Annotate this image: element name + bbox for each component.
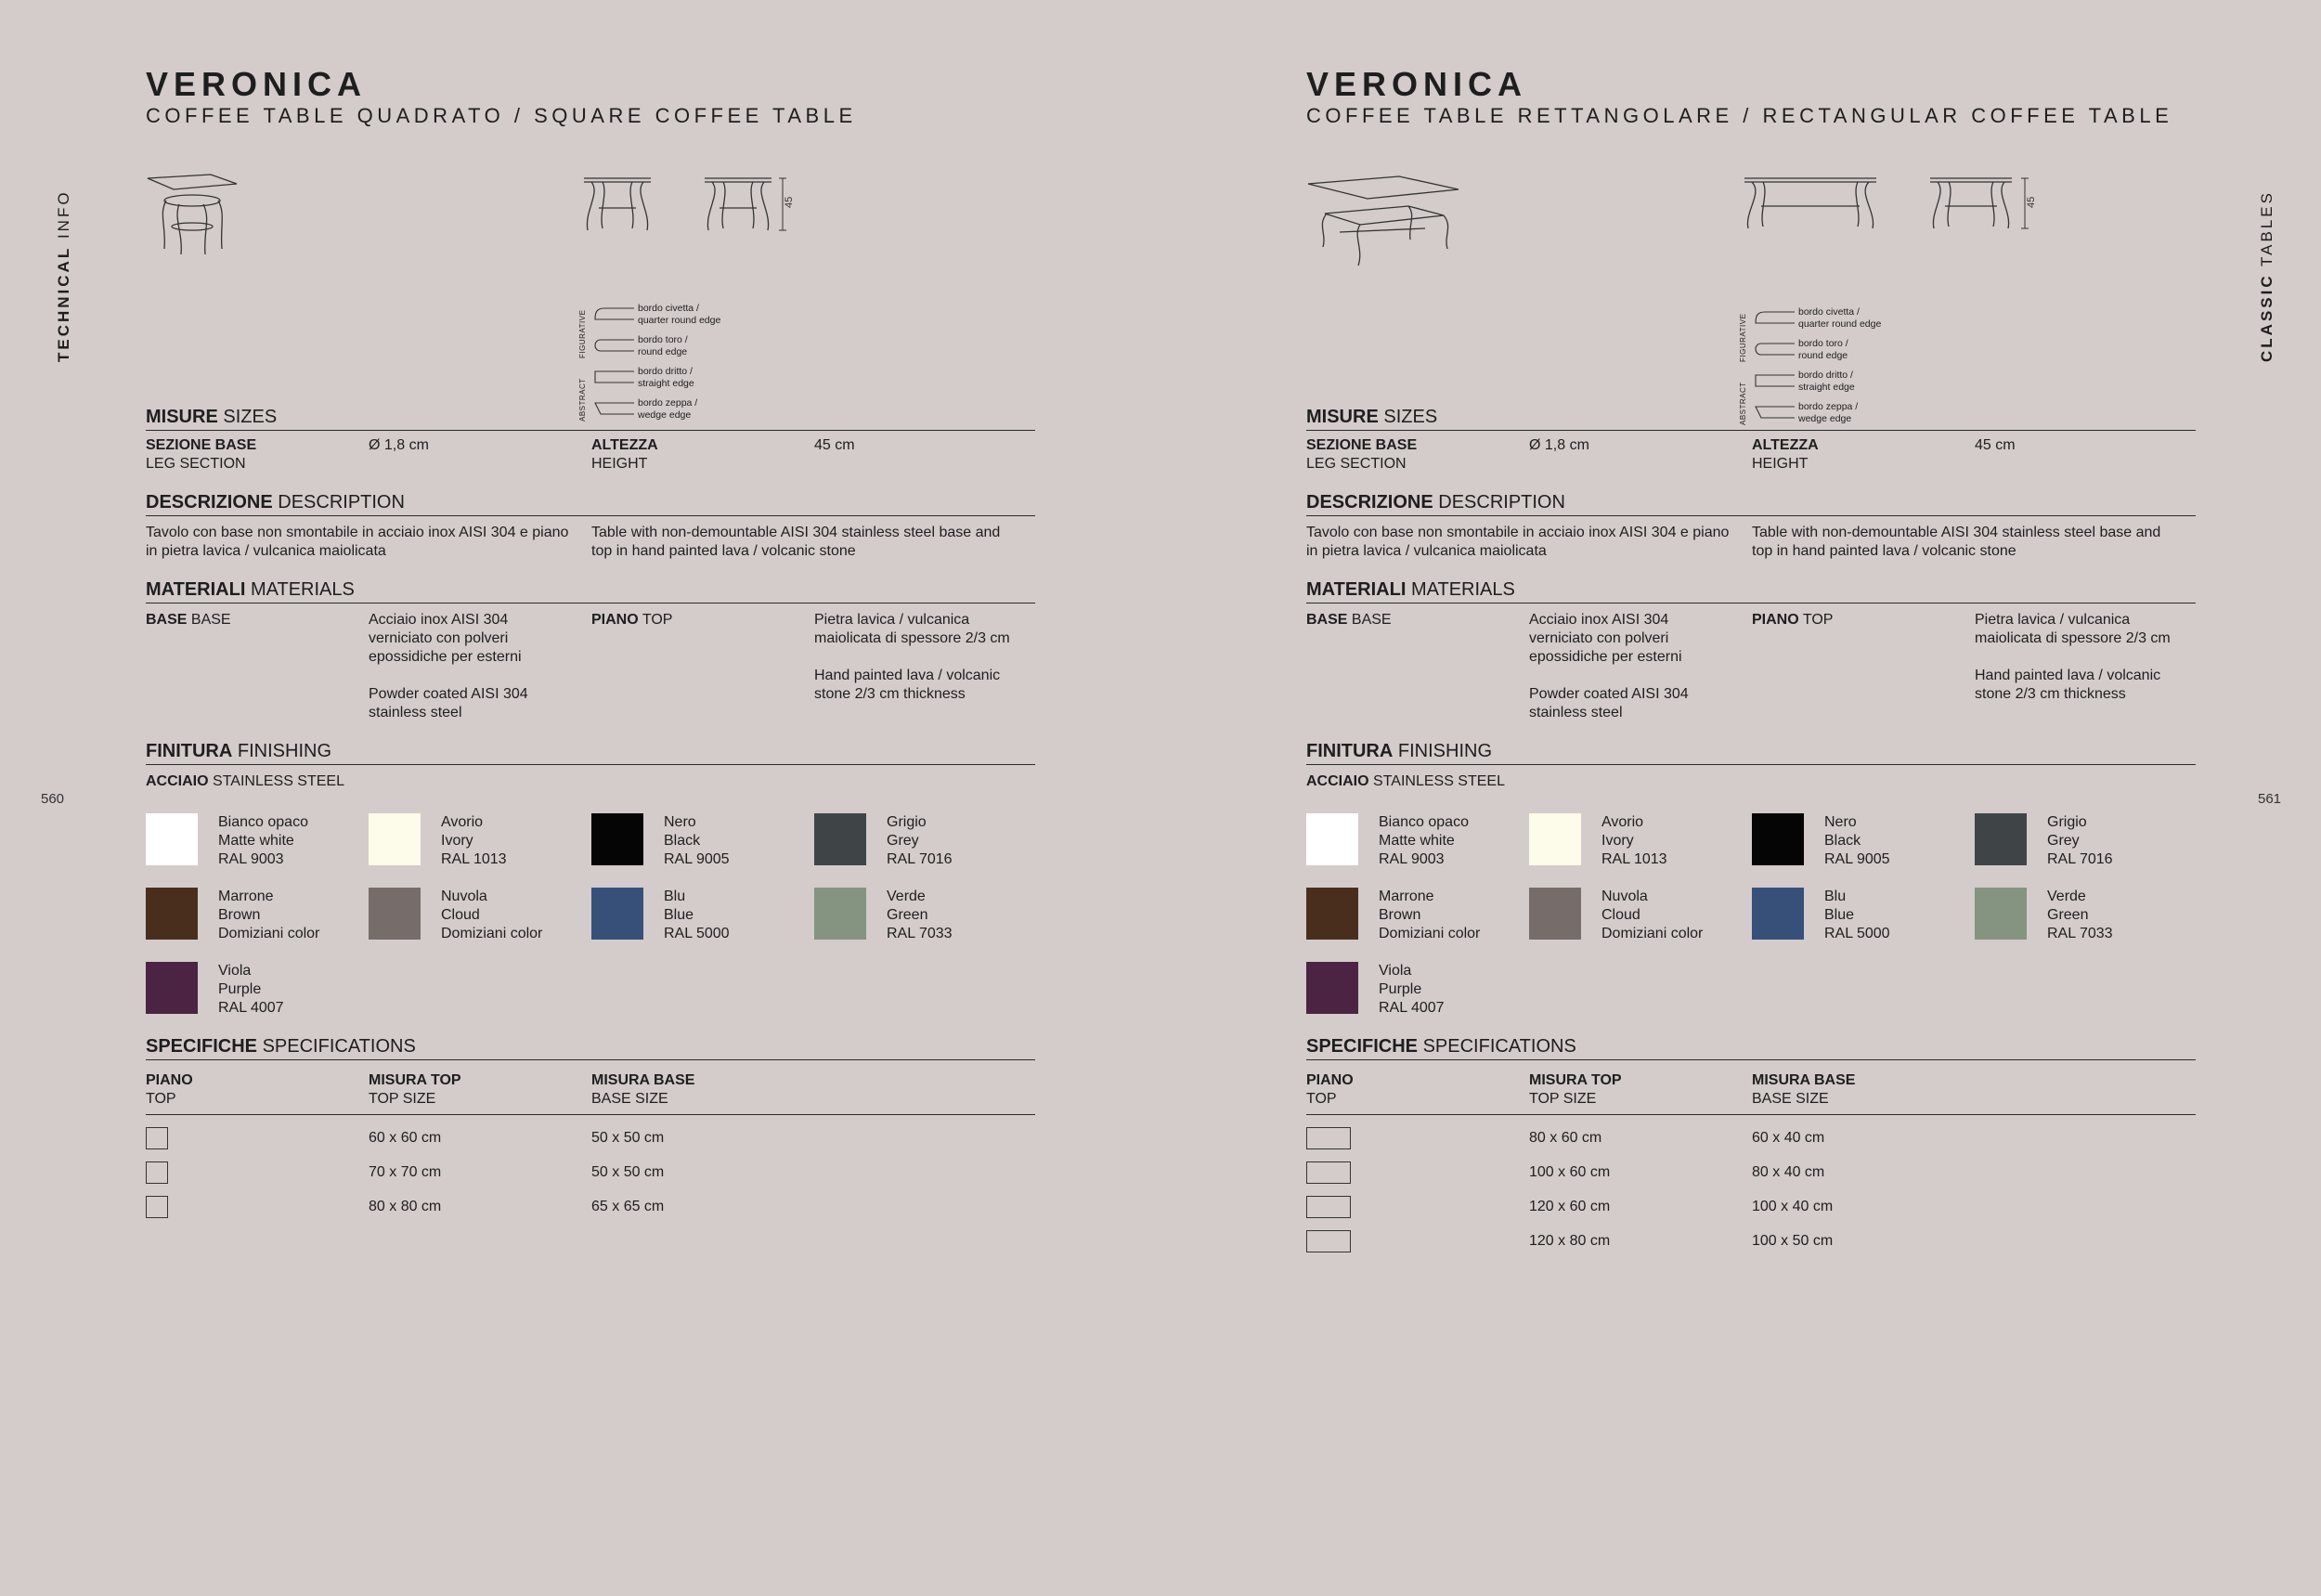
side-label-rest: TABLES	[2258, 190, 2276, 266]
rectangle-top-icon	[1306, 1230, 1351, 1252]
top-material-en: Hand painted lava / volcanic stone 2/3 cm thickness	[814, 668, 1001, 702]
swatch-chip	[814, 888, 866, 940]
table-row	[1306, 1189, 2196, 1224]
base-material-it: Acciaio inox AISI 304 verniciato con polveri epossidiche per esterni	[1529, 612, 1682, 665]
table-row	[146, 1189, 1035, 1224]
swatch-code: RAL 4007	[1379, 1000, 1445, 1016]
perspective-drawing	[146, 171, 248, 273]
color-swatch	[1975, 888, 2196, 943]
base-material-it: Acciaio inox AISI 304 verniciato con polveri epossidiche per esterni	[369, 612, 522, 665]
swatch-code: RAL 9005	[1824, 851, 1890, 867]
swatch-code: RAL 1013	[1601, 851, 1667, 867]
top-size-cell: 60 x 60 cm	[369, 1129, 442, 1146]
swatch-code: Domiziani color	[1601, 926, 1704, 941]
technical-drawings: 45 FIGURATIVE ABSTRACT bordo civetta / quarter round edge bordo toro / round edge bordo dritto / straight edge bordo zeppa / wedge edge	[146, 128, 1035, 407]
section-heading: FINITURA FINISHING	[1306, 741, 2196, 765]
swatch-it: Avorio	[441, 814, 484, 830]
color-swatches	[1306, 813, 2196, 1018]
height-label: ALTEZZA	[591, 437, 658, 453]
front-elevation-drawing	[582, 175, 656, 240]
edge-category-figurative: FIGURATIVE	[578, 309, 587, 358]
color-swatch	[1529, 888, 1752, 943]
base-material-en: Powder coated AISI 304 stainless steel	[1529, 686, 1689, 720]
swatch-it: Avorio	[1601, 814, 1644, 830]
swatch-en: Cloud	[1601, 907, 1640, 923]
swatch-en: Blue	[664, 907, 694, 923]
straight-edge-icon	[1752, 371, 1796, 390]
specifications-section	[146, 1036, 1035, 1224]
product-subtitle: COFFEE TABLE QUADRATO / SQUARE COFFEE TABLE	[146, 104, 857, 127]
swatch-chip	[814, 813, 866, 865]
color-swatch	[1975, 813, 2196, 869]
height-value: 45 cm	[1975, 437, 2016, 453]
swatch-it: Viola	[218, 963, 252, 979]
swatch-en: Matte white	[218, 833, 294, 849]
top-material-it: Pietra lavica / vulcanica maiolicata di spessore 2/3 cm	[1975, 612, 2171, 646]
description-section	[146, 492, 1035, 561]
color-swatch	[814, 888, 1035, 943]
color-swatch	[1306, 962, 1529, 1018]
sizes-section: MISURE SIZES SEZIONE BASE LEG SECTION Ø 1,8 cm ALTEZZA HEIGHT 45 cm	[146, 407, 1035, 474]
round-edge-icon	[1752, 340, 1796, 358]
side-elevation-drawing	[1928, 175, 2040, 240]
swatch-chip	[1975, 888, 2027, 940]
square-top-icon	[146, 1127, 168, 1149]
swatch-chip	[1752, 888, 1804, 940]
color-swatch	[814, 813, 1035, 869]
swatch-it: Marrone	[218, 889, 274, 904]
table-row	[146, 1121, 1035, 1155]
color-swatch	[369, 813, 591, 869]
section-heading: MATERIALI MATERIALS	[146, 579, 1035, 603]
color-swatch	[1752, 888, 1975, 943]
height-dimension: 45	[2026, 196, 2037, 208]
swatch-en: Grey	[887, 833, 919, 849]
edge-category-abstract: ABSTRACT	[578, 378, 587, 422]
base-size-cell: 50 x 50 cm	[591, 1163, 665, 1180]
swatch-chip	[146, 813, 198, 865]
swatch-it: Nero	[664, 814, 696, 830]
spec-table-body	[1306, 1121, 2196, 1258]
quarter-round-edge-icon	[591, 305, 636, 323]
section-heading: FINITURA FINISHING	[146, 741, 1035, 765]
swatch-en: Grey	[2047, 833, 2080, 849]
section-heading: MATERIALI MATERIALS	[1306, 579, 2196, 603]
base-size-cell: 65 x 65 cm	[591, 1198, 665, 1214]
swatch-en: Ivory	[441, 833, 473, 849]
wedge-edge-icon	[1752, 403, 1796, 422]
side-label-bold: TECHNICAL	[55, 245, 72, 362]
round-edge-icon	[591, 336, 636, 355]
materials-section: MATERIALI MATERIALS BASE BASE Acciaio inox AISI 304 verniciato con polveri epossidiche per esterni Powder coated AISI 304 stainless steel PIANO TOP Pietra lavica / vulcanica maiolicata di spessore 2/3 cm Hand painted lava / volcanic stone 2/3 cm thickness	[146, 579, 1035, 722]
swatch-en: Ivory	[1601, 833, 1634, 849]
swatch-it: Marrone	[1379, 889, 1434, 904]
product-subtitle: COFFEE TABLE RETTANGOLARE / RECTANGULAR COFFEE TABLE	[1306, 104, 2173, 127]
finishing-subhead: ACCIAIO STAINLESS STEEL	[146, 773, 344, 789]
swatch-chip	[1306, 962, 1358, 1014]
base-size-cell: 50 x 50 cm	[591, 1129, 665, 1146]
color-swatch	[1306, 888, 1529, 943]
swatch-code: RAL 9003	[218, 851, 284, 867]
section-heading: MISURE SIZES	[1306, 407, 2196, 431]
table-row	[1306, 1224, 2196, 1258]
page-left	[0, 0, 1160, 1596]
section-heading: SPECIFICHE SPECIFICATIONS	[1306, 1036, 2196, 1060]
side-elevation-drawing	[703, 175, 796, 240]
materials-section: MATERIALI MATERIALS BASE BASE Acciaio inox AISI 304 verniciato con polveri epossidiche per esterni Powder coated AISI 304 stainless steel PIANO TOP Pietra lavica / vulcanica maiolicata di spessore 2/3 cm Hand painted lava / volcanic stone 2/3 cm thickness	[1306, 579, 2196, 722]
swatch-en: Purple	[1379, 981, 1422, 997]
swatch-code: RAL 7016	[2047, 851, 2113, 867]
swatch-code: RAL 9003	[1379, 851, 1445, 867]
height-value: 45 cm	[814, 437, 855, 453]
swatch-chip	[1306, 888, 1358, 940]
table-row	[1306, 1155, 2196, 1189]
leg-section-value: Ø 1,8 cm	[1529, 437, 1589, 453]
swatch-chip	[1752, 813, 1804, 865]
description-section	[1306, 492, 2196, 561]
side-label	[55, 189, 73, 381]
leg-section-value: Ø 1,8 cm	[369, 437, 429, 453]
specifications-section	[1306, 1036, 2196, 1258]
swatch-en: Green	[887, 907, 928, 923]
swatch-en: Green	[2047, 907, 2089, 923]
rectangle-top-icon	[1306, 1127, 1351, 1149]
swatch-chip	[1529, 813, 1581, 865]
swatch-chip	[146, 888, 198, 940]
top-size-cell: 120 x 60 cm	[1529, 1198, 1611, 1214]
quarter-round-edge-icon	[1752, 308, 1796, 327]
swatch-it: Blu	[664, 889, 686, 904]
swatch-code: RAL 5000	[1824, 926, 1890, 941]
swatch-en: Purple	[218, 981, 262, 997]
product-title: VERONICA	[146, 65, 368, 103]
swatch-chip	[1306, 813, 1358, 865]
swatch-chip	[1975, 813, 2027, 865]
swatch-code: RAL 7033	[887, 926, 953, 941]
top-size-cell: 120 x 80 cm	[1529, 1232, 1611, 1249]
straight-edge-icon	[591, 368, 636, 386]
swatch-code: Domiziani color	[218, 926, 320, 941]
color-swatches	[146, 813, 1035, 1018]
edge-category-figurative: FIGURATIVE	[1739, 313, 1747, 362]
swatch-code: RAL 4007	[218, 1000, 284, 1016]
top-size-cell: 100 x 60 cm	[1529, 1163, 1611, 1180]
finishing-section	[1306, 741, 2196, 1018]
leg-section-label: SEZIONE BASE	[1306, 437, 1418, 453]
square-top-icon	[146, 1161, 168, 1184]
swatch-en: Black	[664, 833, 701, 849]
swatch-chip	[369, 813, 421, 865]
color-swatch	[146, 888, 369, 943]
wedge-edge-icon	[591, 399, 636, 418]
table-row	[1306, 1121, 2196, 1155]
front-elevation-drawing	[1743, 175, 1882, 240]
color-swatch	[146, 962, 369, 1018]
swatch-code: RAL 5000	[664, 926, 730, 941]
swatch-en: Blue	[1824, 907, 1855, 923]
swatch-it: Verde	[887, 889, 926, 904]
color-swatch	[591, 888, 814, 943]
swatch-en: Brown	[218, 907, 261, 923]
swatch-en: Matte white	[1379, 833, 1455, 849]
swatch-en: Black	[1824, 833, 1861, 849]
swatch-chip	[369, 888, 421, 940]
description-en: Table with non-demountable AISI 304 stainless steel base and top in hand painted lava / volcanic stone	[591, 525, 1001, 559]
product-title: VERONICA	[1306, 65, 1528, 103]
perspective-drawing	[1306, 175, 1464, 286]
swatch-code: RAL 7016	[887, 851, 953, 867]
base-size-cell: 100 x 40 cm	[1752, 1198, 1834, 1214]
finishing-section	[146, 741, 1035, 1018]
swatch-chip	[591, 813, 643, 865]
rectangle-top-icon	[1306, 1196, 1351, 1218]
side-label	[2258, 190, 2276, 381]
swatch-it: Verde	[2047, 889, 2086, 904]
top-size-cell: 70 x 70 cm	[369, 1163, 442, 1180]
page-number: 561	[2258, 791, 2282, 807]
content	[146, 65, 1035, 1224]
swatch-it: Nuvola	[1601, 889, 1648, 904]
section-heading: SPECIFICHE SPECIFICATIONS	[146, 1036, 1035, 1060]
leg-section-label: SEZIONE BASE	[146, 437, 257, 453]
description-it: Tavolo con base non smontabile in acciaio inox AISI 304 e piano in pietra lavica / vulcanica maiolicata	[146, 525, 569, 559]
table-row	[146, 1155, 1035, 1189]
swatch-it: Bianco opaco	[218, 814, 308, 830]
swatch-code: RAL 9005	[664, 851, 730, 867]
swatch-it: Nero	[1824, 814, 1857, 830]
color-swatch	[369, 888, 591, 943]
top-material-it: Pietra lavica / vulcanica maiolicata di spessore 2/3 cm	[814, 612, 1010, 646]
spec-table-header: PIANO TOP MISURA TOP TOP SIZE MISURA BASE BASE SIZE	[146, 1071, 1035, 1115]
color-swatch	[146, 813, 369, 869]
swatch-it: Nuvola	[441, 889, 487, 904]
side-label-bold: CLASSIC	[2258, 273, 2276, 362]
swatch-code: RAL 7033	[2047, 926, 2113, 941]
side-label-rest: INFO	[55, 189, 72, 240]
content	[1306, 65, 2196, 1258]
description-en: Table with non-demountable AISI 304 stainless steel base and top in hand painted lava / volcanic stone	[1752, 525, 2161, 559]
swatch-chip	[1529, 888, 1581, 940]
color-swatch	[1529, 813, 1752, 869]
color-swatch	[591, 813, 814, 869]
swatch-code: Domiziani color	[1379, 926, 1481, 941]
square-top-icon	[146, 1196, 168, 1218]
swatch-it: Bianco opaco	[1379, 814, 1469, 830]
swatch-code: Domiziani color	[441, 926, 543, 941]
base-size-cell: 100 x 50 cm	[1752, 1232, 1834, 1249]
spec-table-header: PIANO TOP MISURA TOP TOP SIZE MISURA BASE BASE SIZE	[1306, 1071, 2196, 1115]
swatch-it: Viola	[1379, 963, 1412, 979]
top-material-en: Hand painted lava / volcanic stone 2/3 cm thickness	[1975, 668, 2161, 702]
technical-drawings: 45 FIGURATIVE ABSTRACT bordo civetta / quarter round edge bordo toro / round edge bordo dritto / straight edge bordo zeppa / wedge edge	[1306, 128, 2196, 407]
section-heading: DESCRIZIONE DESCRIPTION	[146, 492, 1035, 516]
height-label: ALTEZZA	[1752, 437, 1819, 453]
base-size-cell: 60 x 40 cm	[1752, 1129, 1825, 1146]
sizes-section: MISURE SIZES SEZIONE BASE LEG SECTION Ø 1,8 cm ALTEZZA HEIGHT 45 cm	[1306, 407, 2196, 474]
rectangle-top-icon	[1306, 1161, 1351, 1184]
swatch-chip	[146, 962, 198, 1014]
top-size-cell: 80 x 80 cm	[369, 1198, 442, 1214]
edge-category-abstract: ABSTRACT	[1739, 382, 1747, 425]
section-heading: MISURE SIZES	[146, 407, 1035, 431]
swatch-en: Cloud	[441, 907, 480, 923]
spec-table-body	[146, 1121, 1035, 1224]
swatch-en: Brown	[1379, 907, 1421, 923]
top-size-cell: 80 x 60 cm	[1529, 1129, 1602, 1146]
finishing-subhead: ACCIAIO STAINLESS STEEL	[1306, 773, 1505, 789]
page-number: 560	[41, 791, 65, 807]
swatch-it: Grigio	[887, 814, 927, 830]
page-right	[1160, 0, 2321, 1596]
swatch-code: RAL 1013	[441, 851, 507, 867]
section-heading: DESCRIZIONE DESCRIPTION	[1306, 492, 2196, 516]
height-dimension: 45	[784, 196, 795, 208]
swatch-chip	[591, 888, 643, 940]
base-material-en: Powder coated AISI 304 stainless steel	[369, 686, 528, 720]
base-size-cell: 80 x 40 cm	[1752, 1163, 1825, 1180]
description-it: Tavolo con base non smontabile in acciaio inox AISI 304 e piano in pietra lavica / vulcanica maiolicata	[1306, 525, 1730, 559]
swatch-it: Grigio	[2047, 814, 2087, 830]
color-swatch	[1306, 813, 1529, 869]
swatch-it: Blu	[1824, 889, 1847, 904]
color-swatch	[1752, 813, 1975, 869]
